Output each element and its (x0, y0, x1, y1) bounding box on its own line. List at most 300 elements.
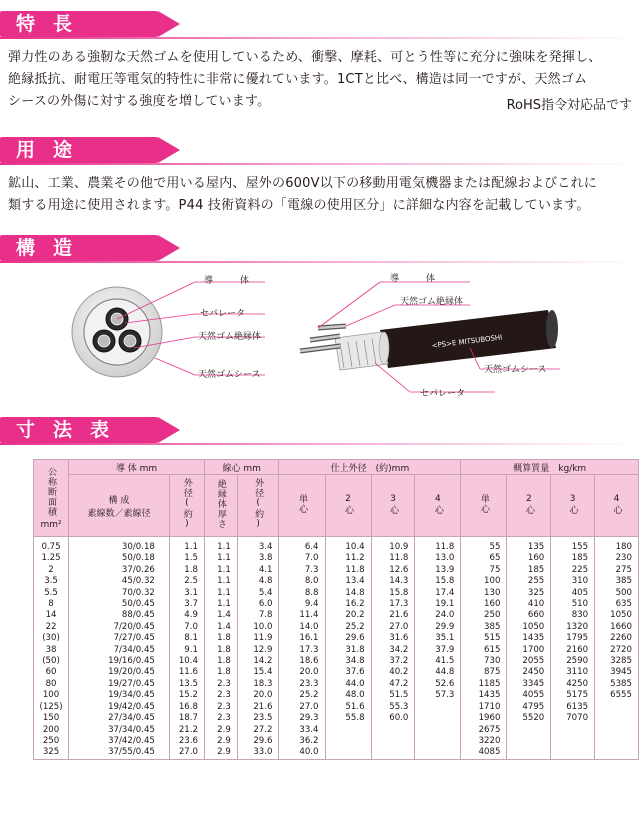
table-cell: 635 (595, 599, 639, 610)
table-cell (371, 725, 415, 736)
table-cell: 325 (34, 747, 69, 759)
table-cell: 23.5 (237, 713, 279, 724)
table-cell: 13.9 (415, 565, 461, 576)
table-cell: 130 (461, 588, 507, 599)
table-cell: 405 (551, 588, 595, 599)
table-cell: 45/0.32 (69, 576, 170, 587)
features-line: シースの外傷に対する強度を増しています。 (8, 94, 271, 109)
table-cell (551, 725, 595, 736)
table-cell: 1.4 (204, 610, 237, 621)
table-cell: 5385 (595, 679, 639, 690)
header-insulation (204, 475, 237, 537)
table-cell: 2590 (551, 656, 595, 667)
header-cores-label: 4心 (611, 493, 622, 515)
table-cell: 185 (507, 565, 551, 576)
table-cell: 1.1 (204, 588, 237, 599)
table-cell: 2 (34, 565, 69, 576)
table-cell: 30/0.18 (69, 537, 170, 554)
table-cell: 2055 (507, 656, 551, 667)
header-mass-3 (551, 475, 595, 537)
header-conductor: 導 体 mm (69, 460, 205, 475)
features-section-header (0, 6, 640, 40)
table-cell: 7/27/0.45 (69, 633, 170, 644)
table-row (34, 713, 639, 724)
table-cell: 1.8 (204, 656, 237, 667)
table-cell: 3285 (595, 656, 639, 667)
table-row (34, 667, 639, 678)
structure-title: 構造 (16, 237, 91, 259)
table-cell: 500 (595, 588, 639, 599)
table-cell: 37/42/0.45 (69, 736, 170, 747)
label-insulation-right: 天然ゴム絶縁体 (400, 297, 464, 307)
table-cell: 12.9 (237, 645, 279, 656)
table-cell: 22 (34, 622, 69, 633)
table-cell: 410 (507, 599, 551, 610)
table-cell: 51.5 (371, 690, 415, 701)
table-cell: 1320 (551, 622, 595, 633)
table-cell: 5.4 (237, 588, 279, 599)
table-cell: 35.1 (415, 633, 461, 644)
table-cell (325, 725, 371, 736)
table-cell: 310 (551, 576, 595, 587)
header-outer-1 (279, 475, 325, 537)
table-cell (595, 725, 639, 736)
table-cell: (125) (34, 702, 69, 713)
table-cell: 37.6 (325, 667, 371, 678)
usage-line: 鉱山、工業、農業その他で用いる屋内、屋外の600V以下の移動用電気機器または配線およびこれに (8, 176, 597, 191)
table-cell: 15.8 (415, 576, 461, 587)
table-cell: 14.3 (371, 576, 415, 587)
table-cell: 21.6 (237, 702, 279, 713)
table-cell: 13.0 (415, 553, 461, 564)
table-cell: 160 (507, 553, 551, 564)
header-cores-label: 3心 (567, 493, 578, 515)
header-area-label: 公称断面積 (46, 466, 57, 517)
table-cell: 27.0 (371, 622, 415, 633)
table-cell: 55 (461, 537, 507, 554)
table-cell: 4.8 (237, 576, 279, 587)
table-cell: 160 (461, 599, 507, 610)
table-cell (371, 736, 415, 747)
table-cell: 4795 (507, 702, 551, 713)
table-cell: 21.2 (169, 725, 204, 736)
table-cell: 33.0 (237, 747, 279, 759)
table-cell: 2720 (595, 645, 639, 656)
table-cell: 135 (507, 537, 551, 554)
table-cell (551, 747, 595, 759)
table-cell: 10.4 (325, 537, 371, 554)
table-cell: 88/0.45 (69, 610, 170, 621)
usage-section-header (0, 132, 640, 166)
table-cell: 615 (461, 645, 507, 656)
table-cell (595, 736, 639, 747)
header-mass-2 (507, 475, 551, 537)
header-core-outer-label: 外径(約) (253, 478, 264, 530)
table-cell: (30) (34, 633, 69, 644)
table-cell: 1.1 (204, 553, 237, 564)
table-cell: 34.2 (371, 645, 415, 656)
table-cell: 15.8 (371, 588, 415, 599)
header-composition-sub: 素線数／素線径 (87, 508, 151, 519)
table-cell: 3.1 (169, 588, 204, 599)
table-cell: 1700 (507, 645, 551, 656)
header-outer-4 (415, 475, 461, 537)
table-cell: 19/27/0.45 (69, 679, 170, 690)
header-outer: 仕上外径 (約)mm (279, 460, 461, 475)
table-cell: 1.1 (169, 537, 204, 554)
table-cell: 325 (507, 588, 551, 599)
rohs-note: RoHS指令対応品です (506, 98, 632, 113)
table-row (34, 576, 639, 587)
table-cell: 1960 (461, 713, 507, 724)
table-cell: 255 (507, 576, 551, 587)
table-cell: 150 (34, 713, 69, 724)
table-cell: 3.5 (34, 576, 69, 587)
label-conductor-left: 導 体 (204, 276, 250, 286)
table-cell: 44.8 (415, 667, 461, 678)
cable-print-text: <PS>E MITSUBOSHI (431, 333, 503, 350)
table-cell: 23.6 (169, 736, 204, 747)
label-separator-right: セパレータ (420, 389, 466, 399)
table-cell (507, 747, 551, 759)
table-cell: 14.0 (279, 622, 325, 633)
table-cell: 41.5 (415, 656, 461, 667)
table-cell: 6135 (551, 702, 595, 713)
table-cell (507, 736, 551, 747)
table-row (34, 565, 639, 576)
table-cell: 52.6 (415, 679, 461, 690)
table-cell: 155 (551, 537, 595, 554)
table-cell: 2450 (507, 667, 551, 678)
usage-line: 類する用途に使用されます。P44 技術資料の「電線の使用区分」に詳細な内容を記載しています。 (8, 198, 590, 213)
table-cell: 185 (551, 553, 595, 564)
table-cell: 44.0 (325, 679, 371, 690)
table-cell: 250 (34, 736, 69, 747)
table-cell: 24.0 (415, 610, 461, 621)
table-row (34, 633, 639, 644)
header-cores-label: 3心 (387, 493, 398, 515)
table-cell: 36.2 (279, 736, 325, 747)
table-cell: 7070 (551, 713, 595, 724)
features-title: 特長 (16, 13, 91, 35)
header-cores-label: 単心 (297, 494, 307, 514)
table-cell: 230 (595, 553, 639, 564)
table-cell: 8 (34, 599, 69, 610)
header-area (34, 460, 69, 537)
table-cell: 9.4 (279, 599, 325, 610)
table-cell: 385 (595, 576, 639, 587)
table-cell: 25.2 (279, 690, 325, 701)
table-cell (595, 713, 639, 724)
usage-text (8, 173, 636, 217)
table-cell: 11.8 (371, 553, 415, 564)
table-row (34, 725, 639, 736)
table-cell: 19/20/0.45 (69, 667, 170, 678)
table-cell: 1185 (461, 679, 507, 690)
header-cores-label: 2心 (343, 493, 354, 515)
table-cell: 1710 (461, 702, 507, 713)
table-cell: 180 (595, 537, 639, 554)
header-cores-label: 2心 (523, 493, 534, 515)
table-cell: 515 (461, 633, 507, 644)
table-cell (595, 702, 639, 713)
table-row (34, 645, 639, 656)
table-cell (595, 747, 639, 759)
table-cell: 50/0.45 (69, 599, 170, 610)
table-cell: 7/20/0.45 (69, 622, 170, 633)
table-cell: 2.3 (204, 702, 237, 713)
table-cell: 23.3 (279, 679, 325, 690)
table-cell: 14.8 (325, 588, 371, 599)
table-cell: 1.8 (169, 565, 204, 576)
table-cell: 51.6 (325, 702, 371, 713)
table-cell: 275 (595, 565, 639, 576)
table-cell: 37/55/0.45 (69, 747, 170, 759)
label-sheath-left: 天然ゴムシース (198, 370, 261, 380)
table-cell: 16.2 (325, 599, 371, 610)
table-cell: 2160 (551, 645, 595, 656)
table-cell: 4.9 (169, 610, 204, 621)
table-cell: 5520 (507, 713, 551, 724)
table-cell: 13.4 (325, 576, 371, 587)
table-cell: 37/0.26 (69, 565, 170, 576)
table-cell: 38 (34, 645, 69, 656)
table-cell: 830 (551, 610, 595, 621)
table-cell: 100 (461, 576, 507, 587)
table-cell: 1435 (507, 633, 551, 644)
table-cell: 200 (34, 725, 69, 736)
table-cell: 65 (461, 553, 507, 564)
cable-cross-section-diagram (0, 268, 640, 418)
table-cell: 37.2 (371, 656, 415, 667)
table-cell: 15.4 (237, 667, 279, 678)
label-separator-left: セパレータ (200, 309, 246, 319)
table-cell: 25.2 (325, 622, 371, 633)
table-cell: 29.6 (237, 736, 279, 747)
table-row (34, 537, 639, 554)
table-cell: 2260 (595, 633, 639, 644)
table-cell: 660 (507, 610, 551, 621)
table-cell (415, 747, 461, 759)
table-cell: 3220 (461, 736, 507, 747)
table-cell: 3.8 (237, 553, 279, 564)
table-cell: 20.2 (325, 610, 371, 621)
table-cell: 11.6 (169, 667, 204, 678)
table-cell: 20.0 (279, 667, 325, 678)
table-cell: 11.9 (237, 633, 279, 644)
dimensions-section-header (0, 412, 640, 446)
table-cell: 8.1 (169, 633, 204, 644)
table-cell: 80 (34, 679, 69, 690)
table-cell: 250 (461, 610, 507, 621)
table-cell: 1.8 (204, 645, 237, 656)
label-insulation-left: 天然ゴム絶縁体 (198, 332, 262, 342)
table-row (34, 553, 639, 564)
table-cell: 11.8 (415, 537, 461, 554)
header-mass-1 (461, 475, 507, 537)
table-cell: 60 (34, 667, 69, 678)
table-cell: 37.9 (415, 645, 461, 656)
table-cell: 4085 (461, 747, 507, 759)
table-cell: 33.4 (279, 725, 325, 736)
table-cell: 875 (461, 667, 507, 678)
table-cell: 10.0 (237, 622, 279, 633)
table-cell: 19/34/0.45 (69, 690, 170, 701)
table-row (34, 588, 639, 599)
features-line: 弾力性のある強靭な天然ゴムを使用しているため、衝撃、摩耗、可とう性等に充分に強味を発揮し、 (8, 50, 602, 65)
table-cell: 70/0.32 (69, 588, 170, 599)
table-cell: 47.2 (371, 679, 415, 690)
header-outer-3 (371, 475, 415, 537)
table-cell: (50) (34, 656, 69, 667)
table-cell: 1.5 (169, 553, 204, 564)
table-cell: 7.3 (279, 565, 325, 576)
table-cell: 2.9 (204, 725, 237, 736)
table-cell: 17.3 (279, 645, 325, 656)
table-cell: 27.2 (237, 725, 279, 736)
table-cell (415, 736, 461, 747)
table-cell: 29.3 (279, 713, 325, 724)
table-cell: 29.6 (325, 633, 371, 644)
table-cell: 19.1 (415, 599, 461, 610)
table-cell: 21.6 (371, 610, 415, 621)
table-cell: 7.0 (279, 553, 325, 564)
table-cell: 12.6 (371, 565, 415, 576)
table-cell: 19/16/0.45 (69, 656, 170, 667)
table-cell: 11.8 (325, 565, 371, 576)
table-row (34, 610, 639, 621)
table-row (34, 679, 639, 690)
table-cell: 1050 (507, 622, 551, 633)
table-cell: 1050 (595, 610, 639, 621)
table-cell (325, 747, 371, 759)
table-cell: 11.4 (279, 610, 325, 621)
table-cell: 9.1 (169, 645, 204, 656)
header-mass-4 (595, 475, 639, 537)
header-mass: 概算質量 kg/km (461, 460, 639, 475)
header-core-outer (237, 475, 279, 537)
table-cell: 31.8 (325, 645, 371, 656)
table-cell: 1.8 (204, 633, 237, 644)
table-row (34, 599, 639, 610)
table-cell: 40.2 (371, 667, 415, 678)
dimensions-title: 寸法表 (16, 419, 128, 441)
header-cores-label: 4心 (432, 493, 443, 515)
table-cell: 2.3 (204, 679, 237, 690)
table-cell: 8.8 (279, 588, 325, 599)
table-cell: 1795 (551, 633, 595, 644)
table-cell (551, 736, 595, 747)
table-cell: 27/34/0.45 (69, 713, 170, 724)
table-cell (371, 747, 415, 759)
table-cell: 4250 (551, 679, 595, 690)
table-cell: 13.5 (169, 679, 204, 690)
table-cell: 2.9 (204, 736, 237, 747)
table-cell: 17.3 (371, 599, 415, 610)
header-outer-2 (325, 475, 371, 537)
table-cell: 2.5 (169, 576, 204, 587)
header-cond-outer (169, 475, 204, 537)
table-cell: 1435 (461, 690, 507, 701)
table-cell: 730 (461, 656, 507, 667)
table-cell: 50/0.18 (69, 553, 170, 564)
header-core: 線心 mm (204, 460, 279, 475)
table-cell: 6555 (595, 690, 639, 701)
header-insulation-label: 絶縁体厚さ (215, 479, 226, 529)
table-cell: 31.6 (371, 633, 415, 644)
table-cell: 20.0 (237, 690, 279, 701)
table-row (34, 736, 639, 747)
table-cell: 100 (34, 690, 69, 701)
table-cell: 3110 (551, 667, 595, 678)
table-cell: 34.8 (325, 656, 371, 667)
table-cell: 6.4 (279, 537, 325, 554)
table-cell: 1.25 (34, 553, 69, 564)
table-cell: 510 (551, 599, 595, 610)
features-line: 絶縁抵抗、耐電圧等電気的特性に非常に優れています。1CTと比べ、構造は同一ですが、天然ゴム (8, 72, 588, 87)
table-cell: 5.5 (34, 588, 69, 599)
table-cell: 27.0 (169, 747, 204, 759)
table-cell: 15.2 (169, 690, 204, 701)
table-cell: 4.1 (237, 565, 279, 576)
table-cell: 18.6 (279, 656, 325, 667)
table-cell: 1.4 (204, 622, 237, 633)
table-cell: 1.8 (204, 667, 237, 678)
table-cell: 10.4 (169, 656, 204, 667)
table-cell: 48.0 (325, 690, 371, 701)
table-cell (415, 702, 461, 713)
table-cell: 2.9 (204, 747, 237, 759)
table-cell: 60.0 (371, 713, 415, 724)
table-cell: 10.9 (371, 537, 415, 554)
usage-title: 用途 (16, 139, 91, 161)
table-cell: 55.8 (325, 713, 371, 724)
table-cell: 3.4 (237, 537, 279, 554)
table-cell: 1660 (595, 622, 639, 633)
header-cores-label: 単心 (478, 494, 489, 514)
table-cell: 55.3 (371, 702, 415, 713)
table-cell: 14.2 (237, 656, 279, 667)
table-cell: 57.3 (415, 690, 461, 701)
table-cell (507, 725, 551, 736)
table-cell: 27.0 (279, 702, 325, 713)
table-cell: 0.75 (34, 537, 69, 554)
table-cell: 16.8 (169, 702, 204, 713)
table-cell: 3945 (595, 667, 639, 678)
table-cell: 4055 (507, 690, 551, 701)
table-cell (415, 713, 461, 724)
header-cond-outer-label: 外径(約) (181, 478, 192, 530)
table-cell: 1.1 (204, 599, 237, 610)
table-cell (325, 736, 371, 747)
label-sheath-right: 天然ゴムシース (484, 365, 547, 375)
table-cell (415, 725, 461, 736)
table-cell: 3345 (507, 679, 551, 690)
table-cell: 14 (34, 610, 69, 621)
table-cell: 2.3 (204, 690, 237, 701)
table-row (34, 747, 639, 759)
table-cell: 18.7 (169, 713, 204, 724)
label-conductor-right: 導 体 (390, 274, 436, 284)
table-cell: 2675 (461, 725, 507, 736)
table-cell: 7/34/0.45 (69, 645, 170, 656)
table-cell: 40.0 (279, 747, 325, 759)
table-cell: 5175 (551, 690, 595, 701)
table-cell: 18.3 (237, 679, 279, 690)
table-cell: 1.1 (204, 576, 237, 587)
table-row (34, 656, 639, 667)
table-cell: 29.9 (415, 622, 461, 633)
